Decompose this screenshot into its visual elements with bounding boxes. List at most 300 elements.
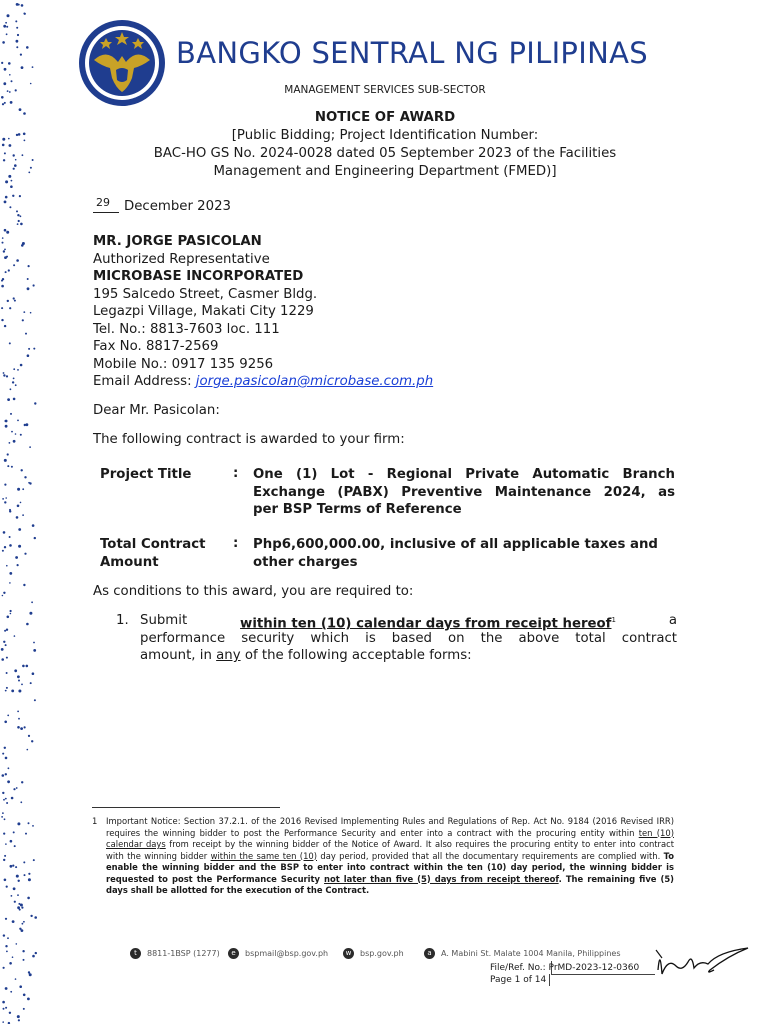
border-dot — [21, 244, 24, 247]
border-dot — [23, 994, 26, 997]
border-dot — [20, 801, 22, 803]
border-dot — [34, 916, 37, 919]
border-dot — [2, 595, 4, 597]
border-dot — [3, 25, 6, 28]
border-dot — [17, 822, 20, 825]
globe-icon: w — [343, 948, 354, 959]
border-dot — [20, 223, 23, 226]
notice-title: NOTICE OF AWARD — [314, 110, 456, 125]
border-dot — [10, 991, 12, 993]
file-ref-number: File/Ref. No.: PrMD-2023-12-0360 — [490, 963, 640, 973]
border-dot — [18, 880, 20, 882]
border-dot — [31, 601, 33, 603]
border-dot — [32, 524, 35, 527]
project-title-line-3: per BSP Terms of Reference — [253, 502, 462, 517]
border-dot — [15, 866, 17, 868]
border-dot — [17, 369, 19, 371]
border-dot — [34, 699, 36, 701]
border-dot — [2, 792, 4, 794]
border-dot — [20, 215, 22, 217]
border-dot — [23, 311, 25, 313]
footnote-rule — [92, 807, 280, 808]
total-value-line-2: other charges — [253, 554, 358, 570]
date-day: 29 — [96, 196, 110, 209]
border-dot — [5, 196, 8, 199]
border-dot — [6, 951, 8, 953]
border-dot — [27, 897, 30, 900]
border-dot — [17, 894, 19, 896]
border-dot — [1, 285, 4, 288]
border-dot — [14, 300, 16, 302]
border-dot — [6, 687, 8, 689]
border-dot — [15, 384, 17, 386]
signature-icon — [648, 940, 758, 984]
border-dot — [3, 799, 5, 801]
addressee-street: 195 Salcedo Street, Casmer Bldg. — [93, 286, 318, 302]
border-dot — [17, 488, 20, 491]
border-dot — [1, 319, 3, 321]
border-dot — [4, 325, 6, 327]
border-dot — [10, 613, 12, 615]
border-dot — [4, 256, 7, 259]
footer-website: w bsp.gov.ph — [343, 948, 404, 959]
salutation: Dear Mr. Pasicolan: — [93, 403, 220, 418]
border-dot — [5, 644, 7, 646]
border-dot — [30, 682, 32, 684]
border-dot — [4, 747, 6, 749]
border-dot — [6, 672, 8, 674]
border-dot — [13, 440, 16, 443]
footnote-body: Important Notice: Section 37.2.1. of the 2016 Revised Implementing Rules and Regulations of Rep. Act No. 9184 (2016 Revised IRR) requires the winning bidder to post the Performance Security and enter into a contract with the procuring entity within ten (10) calendar days from receipt by the winning bidder of the Notice of Award. It also requires the procuring entity to enter into contract with the winning bidder within the same ten (10) day period, provided that all the documentary requirements are complied with. To enable the winning bidder and the BSP to enter into contract within the ten (10) day period, the winning bidder is requested to post the Performance Security not later than five (5) days from receipt thereof. The remaining five (5) days shall be allotted for the execution of the Contract. — [106, 816, 675, 895]
border-dot — [5, 757, 8, 760]
border-dot — [7, 465, 9, 467]
border-dot — [17, 505, 20, 508]
border-dot — [17, 711, 19, 713]
border-dot — [14, 901, 16, 903]
page-number: Page 1 of 14 — [490, 975, 547, 985]
border-dot — [1, 816, 3, 818]
border-dot — [7, 616, 10, 619]
border-dot — [2, 753, 4, 755]
border-dot — [18, 1019, 20, 1021]
email-icon: e — [228, 948, 239, 959]
border-dot — [17, 214, 19, 216]
border-dot — [27, 278, 29, 280]
border-dot — [2, 550, 4, 552]
border-dot — [7, 398, 10, 401]
footer-email: e bspmail@bsp.gov.ph — [228, 948, 328, 959]
border-dot — [11, 690, 14, 693]
border-dot — [21, 907, 23, 909]
border-dot — [18, 690, 21, 693]
border-dot — [33, 642, 35, 644]
footer-address: a A. Mabini St. Malate 1004 Manila, Philippines — [424, 948, 621, 959]
border-dot — [5, 945, 7, 947]
border-dot — [18, 528, 21, 531]
border-dot — [9, 572, 12, 575]
border-dot — [15, 556, 18, 559]
border-dot — [17, 564, 19, 566]
border-dot — [4, 546, 6, 548]
border-dot — [21, 66, 24, 69]
border-dot — [28, 348, 30, 350]
footer-phone: t 8811-1BSP (1277) — [130, 948, 220, 959]
border-dot — [19, 195, 21, 197]
phone-icon: t — [130, 948, 141, 959]
border-dot — [29, 482, 31, 484]
border-dot — [24, 874, 26, 876]
border-dot — [16, 516, 19, 519]
border-dot — [2, 103, 4, 105]
border-dot — [22, 950, 24, 952]
border-dot — [6, 802, 8, 804]
border-dot — [2, 1021, 4, 1023]
footnote-ref: 1 — [611, 616, 616, 624]
border-dot — [31, 740, 33, 742]
border-dot — [9, 544, 12, 547]
border-dot — [21, 4, 24, 7]
border-dot — [28, 822, 30, 824]
border-dot — [34, 537, 36, 539]
border-dot — [28, 878, 31, 881]
border-dot — [10, 413, 12, 415]
border-dot — [23, 959, 25, 961]
email-label: Email Address: — [93, 374, 192, 389]
border-dot — [10, 388, 12, 390]
border-dot — [13, 368, 15, 370]
border-dot — [24, 553, 26, 555]
border-dot — [20, 364, 23, 367]
border-dot — [13, 788, 15, 790]
border-dot — [5, 843, 7, 845]
addressee-mobile: Mobile No.: 0917 135 9256 — [93, 356, 274, 372]
border-dot — [7, 780, 10, 783]
border-dot — [17, 420, 19, 422]
border-dot — [32, 955, 35, 958]
border-dot — [7, 453, 9, 455]
border-dot — [4, 630, 6, 632]
border-dot — [8, 62, 11, 65]
border-dot — [16, 875, 19, 878]
border-dot — [27, 354, 30, 357]
border-dot — [4, 102, 6, 104]
border-dot — [10, 610, 12, 612]
total-value-line-1: Php6,600,000.00, inclusive of all applicable taxes and — [253, 537, 658, 552]
addressee-company: MICROBASE INCORPORATED — [93, 269, 304, 284]
border-dot — [17, 726, 20, 729]
email-link[interactable]: jorge.pasicolan@microbase.com.ph — [195, 374, 434, 389]
conditions-text: As conditions to this award, you are required to: — [93, 584, 414, 599]
border-dot — [6, 231, 9, 234]
border-dot — [15, 978, 17, 980]
border-dot — [18, 545, 21, 548]
project-title-colon: : — [233, 466, 239, 481]
border-dot — [23, 921, 25, 923]
border-dot — [33, 284, 35, 286]
border-dot — [16, 259, 19, 262]
border-dot — [12, 920, 15, 923]
border-dot — [9, 307, 11, 309]
notice-line-1: [Public Bidding; Project Identification Number: — [231, 128, 539, 143]
border-dot — [11, 895, 13, 897]
project-title-label: Project Title — [100, 467, 192, 482]
border-dot — [4, 879, 7, 882]
project-title-line-2: Exchange (PABX) Preventive Maintenance 2024, as — [253, 484, 675, 500]
border-dot — [25, 833, 27, 835]
item-1-line-2: performance security which is based on the above total contract — [140, 630, 677, 646]
border-dot — [21, 781, 23, 783]
border-dot — [5, 497, 7, 499]
addressee-fax: Fax No. 8817-2569 — [93, 339, 219, 354]
border-dot — [2, 774, 5, 777]
notice-line-2: BAC-HO GS No. 2024-0028 dated 05 September 2023 of the Facilities — [153, 146, 617, 161]
border-dot — [5, 690, 7, 692]
border-dot — [1, 96, 4, 99]
location-icon: a — [424, 948, 435, 959]
border-dot — [24, 726, 26, 728]
border-dot — [4, 484, 6, 486]
border-dot — [29, 446, 31, 448]
border-dot — [22, 923, 24, 925]
item-1-number: 1. — [116, 613, 129, 628]
border-dot — [33, 348, 35, 350]
border-dot — [3, 592, 5, 594]
border-dot — [10, 840, 13, 843]
border-dot — [21, 469, 23, 471]
border-dot — [5, 22, 7, 24]
addressee-name: MR. JORGE PASICOLAN — [93, 234, 262, 249]
file-reference — [490, 962, 639, 986]
border-dot — [6, 33, 8, 35]
border-dot — [23, 584, 25, 586]
border-dot — [16, 46, 18, 48]
subsector-heading: MANAGEMENT SERVICES SUB-SECTOR — [284, 84, 486, 96]
border-dot — [5, 1007, 7, 1009]
border-dot — [7, 715, 9, 717]
border-dot — [4, 201, 7, 204]
border-dot — [14, 635, 16, 637]
border-dot — [9, 342, 11, 344]
border-dot — [12, 865, 14, 867]
border-dot — [14, 669, 17, 672]
border-dot — [9, 509, 11, 511]
border-dot — [4, 818, 6, 820]
border-dot — [29, 612, 32, 615]
border-dot — [17, 906, 20, 909]
border-dot — [32, 825, 34, 827]
border-dot — [20, 54, 22, 56]
border-dot — [2, 1001, 5, 1004]
border-dot — [4, 249, 6, 251]
border-dot — [11, 797, 14, 800]
border-dot — [16, 787, 18, 789]
border-dot — [27, 287, 30, 290]
border-dot — [2, 237, 4, 239]
border-dot — [3, 531, 6, 534]
border-dot — [2, 242, 4, 244]
intro-text: The following contract is awarded to your firm: — [93, 432, 405, 447]
border-dot — [9, 962, 12, 965]
border-dot — [22, 665, 25, 668]
border-dot — [12, 381, 14, 383]
border-dot — [5, 773, 7, 775]
border-dot — [6, 657, 8, 659]
addressee-tel: Tel. No.: 8813-7603 loc. 111 — [93, 321, 280, 337]
border-dot — [10, 101, 13, 104]
border-dot — [32, 672, 35, 675]
border-dot — [5, 425, 8, 428]
border-dot — [5, 420, 8, 423]
border-dot — [14, 845, 16, 847]
border-dot — [13, 398, 16, 401]
border-dot — [20, 434, 22, 436]
border-dot — [2, 498, 4, 500]
border-dot — [9, 442, 11, 444]
border-dot — [21, 684, 23, 686]
border-dot — [3, 250, 5, 252]
border-dot — [7, 767, 9, 769]
border-dot — [22, 514, 24, 516]
border-dot — [26, 665, 29, 668]
border-dot — [27, 998, 30, 1001]
border-dot — [10, 185, 13, 188]
border-dot — [24, 424, 26, 426]
border-dot — [12, 195, 14, 197]
border-dot — [4, 501, 6, 503]
border-dot — [26, 46, 29, 49]
any-underlined: any — [216, 648, 241, 663]
border-dot — [15, 943, 17, 945]
border-dot — [20, 727, 23, 730]
border-dot — [1, 62, 3, 64]
border-dot — [17, 34, 19, 36]
border-dot — [4, 229, 7, 232]
item-1-deadline: within ten (10) calendar days from receipt hereof$^1$ — [240, 616, 616, 632]
border-dot — [4, 855, 6, 857]
addressee-city: Legazpi Village, Makati City 1229 — [93, 304, 314, 319]
border-dot — [17, 223, 19, 225]
border-dot — [4, 459, 7, 462]
border-dot — [7, 300, 9, 302]
notice-heading — [0, 109, 770, 181]
border-dot — [5, 798, 7, 800]
border-dot — [5, 987, 8, 990]
border-dot — [33, 649, 36, 652]
border-dot — [34, 402, 36, 404]
border-dot — [18, 680, 20, 682]
border-dot — [16, 210, 18, 212]
border-dot — [3, 1008, 5, 1010]
border-dot — [21, 929, 24, 932]
border-dot — [1, 658, 4, 661]
border-dot — [10, 865, 13, 868]
border-dot — [35, 952, 37, 954]
border-dot — [30, 312, 32, 314]
border-dot — [8, 269, 10, 271]
border-dot — [18, 903, 20, 905]
border-dot — [22, 488, 24, 490]
border-dot — [15, 433, 17, 435]
border-dot — [13, 264, 15, 266]
border-dot — [9, 206, 11, 208]
border-dot — [28, 265, 30, 267]
border-dot — [16, 3, 19, 6]
border-dot — [24, 13, 26, 15]
total-colon: : — [233, 536, 239, 551]
border-dot — [7, 14, 10, 17]
border-dot — [6, 375, 8, 377]
total-label-line-2: Amount — [100, 554, 159, 570]
border-dot — [2, 812, 4, 814]
border-dot — [13, 378, 15, 380]
border-dot — [29, 973, 32, 976]
border-dot — [11, 466, 13, 468]
border-dot — [33, 859, 35, 861]
date-underline — [93, 212, 119, 213]
total-label-line-1: Total Contract — [100, 537, 206, 552]
project-title-line-1: One (1) Lot - Regional Private Automatic Branch — [253, 467, 675, 482]
border-dot — [9, 74, 11, 76]
border-dot — [6, 26, 8, 28]
border-dot — [3, 641, 5, 643]
bank-name: BANGKO SENTRAL NG PILIPINAS — [176, 36, 648, 70]
border-dot — [2, 278, 4, 280]
border-dot — [6, 565, 8, 567]
border-dot — [11, 431, 13, 433]
border-dot — [18, 718, 20, 720]
border-dot — [4, 721, 7, 724]
border-dot — [7, 937, 9, 939]
border-dot — [13, 831, 15, 833]
border-dot — [1, 648, 4, 651]
border-dot — [5, 271, 7, 273]
border-dot — [3, 372, 5, 374]
border-dot — [25, 333, 27, 335]
border-dot — [3, 859, 5, 861]
addressee-email-row — [93, 373, 433, 391]
border-dot — [17, 675, 20, 678]
border-dot — [2, 41, 5, 44]
border-dot — [11, 80, 13, 82]
border-dot — [28, 873, 30, 875]
border-dot — [23, 861, 25, 863]
border-dot — [28, 735, 30, 737]
border-dot — [5, 918, 7, 920]
border-dot — [18, 220, 20, 222]
border-dot — [4, 68, 7, 71]
addressee-position: Authorized Representative — [93, 251, 270, 267]
border-dot — [9, 536, 11, 538]
item-1-pre: Submit — [140, 613, 188, 628]
border-dot — [6, 886, 8, 888]
border-dot — [12, 956, 14, 958]
border-dot — [24, 476, 26, 478]
border-dot — [22, 319, 24, 321]
border-dot — [15, 20, 17, 22]
border-dot — [19, 985, 22, 988]
border-dot — [3, 967, 5, 969]
border-dot — [30, 915, 32, 917]
border-dot — [20, 502, 22, 504]
border-dot — [6, 629, 8, 631]
notice-line-3: Management and Engineering Department (FMED)] — [213, 164, 557, 179]
border-dot — [3, 833, 5, 835]
item-1-post: a — [668, 613, 677, 628]
date-month-year: December 2023 — [124, 199, 232, 214]
border-dot — [16, 27, 18, 29]
item-1-line-3: amount, in any of the following acceptable forms: — [140, 648, 472, 663]
border-dot — [32, 66, 34, 68]
